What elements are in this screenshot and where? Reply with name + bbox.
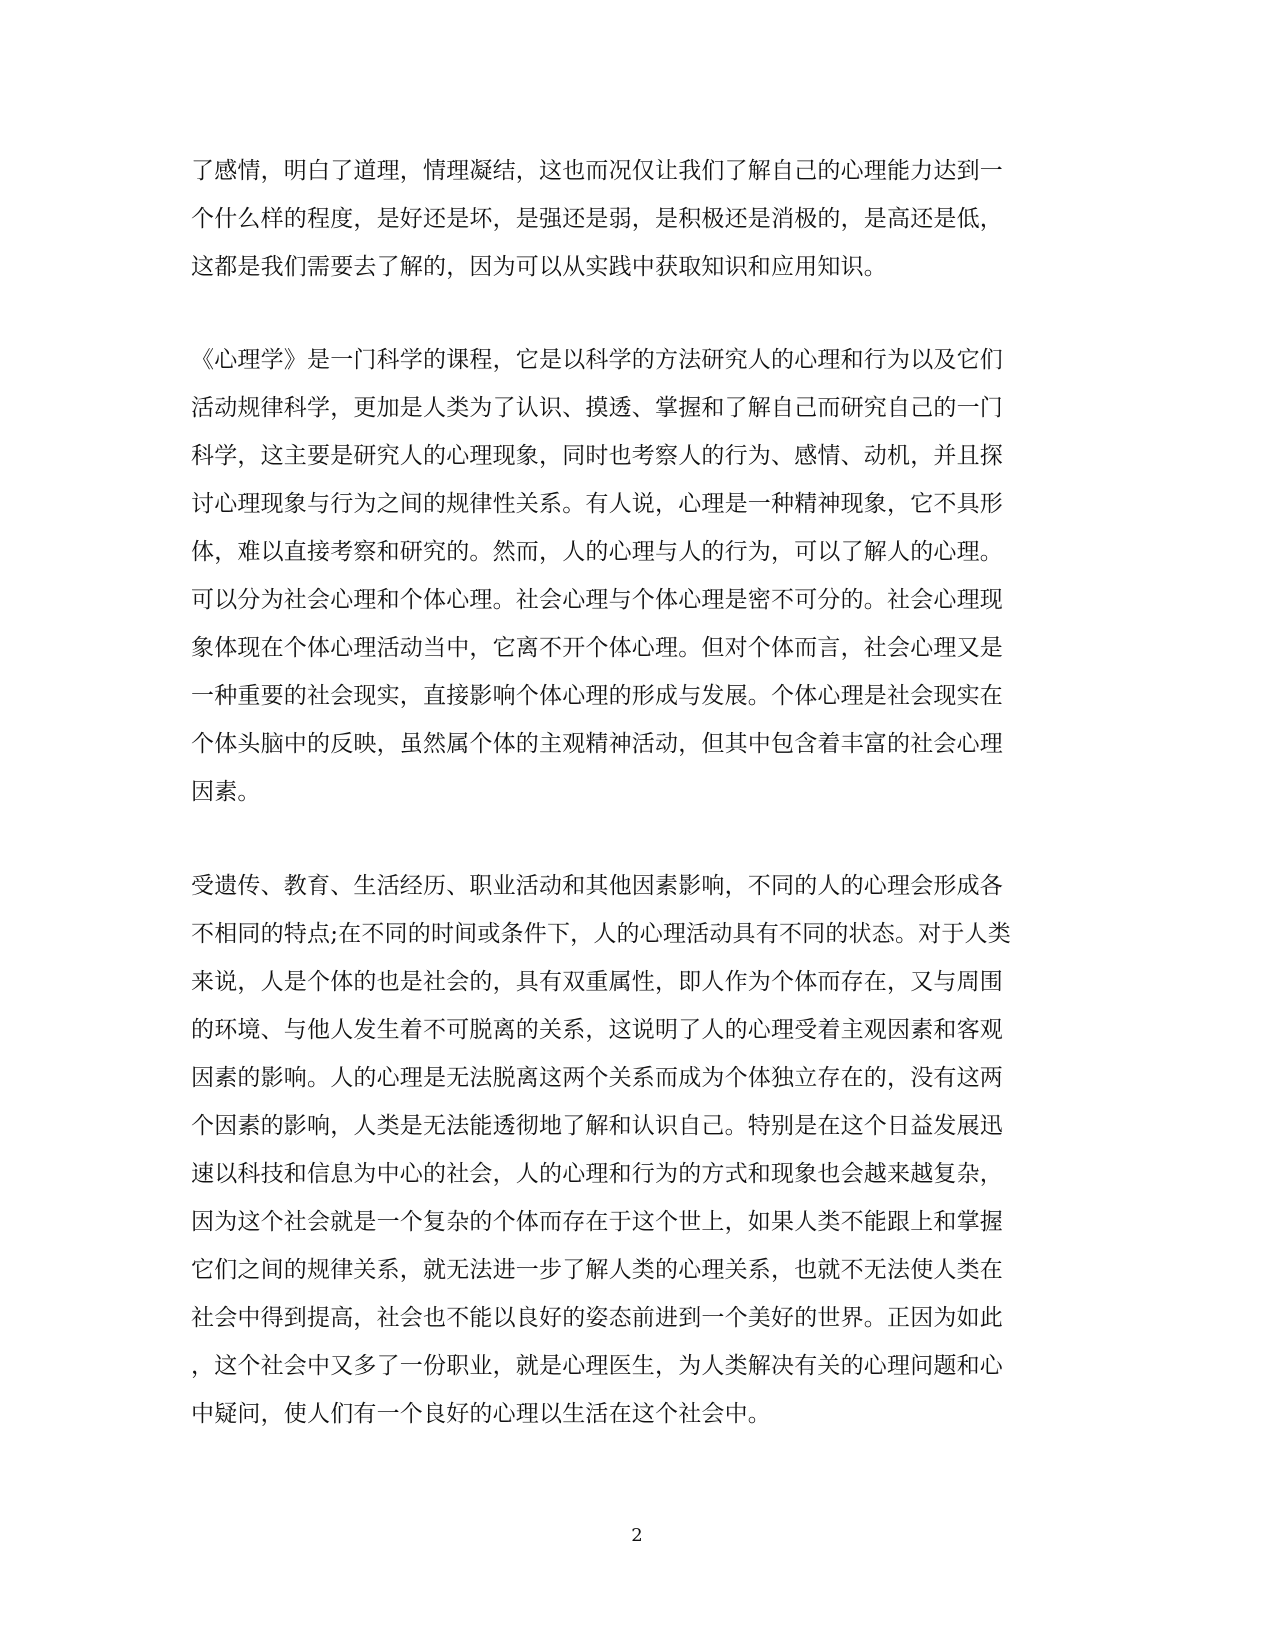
text-line: 因素。	[191, 779, 261, 805]
text-line: 它们之间的规律关系，就无法进一步了解人类的心理关系，也就不无法使人类在	[191, 1257, 1003, 1283]
text-line: 讨心理现象与行为之间的规律性关系。有人说，心理是一种精神现象，它不具形	[191, 491, 1003, 517]
text-line: 象体现在个体心理活动当中，它离不开个体心理。但对个体而言，社会心理又是	[191, 635, 1003, 661]
text-line: 不相同的特点;在不同的时间或条件下，人的心理活动具有不同的状态。对于人类	[191, 921, 1011, 947]
text-line: 速以科技和信息为中心的社会，人的心理和行为的方式和现象也会越来越复杂，	[191, 1161, 1003, 1187]
text-line: 因为这个社会就是一个复杂的个体而存在于这个世上，如果人类不能跟上和掌握	[191, 1209, 1003, 1235]
text-line: 受遗传、教育、生活经历、职业活动和其他因素影响，不同的人的心理会形成各	[191, 873, 1003, 899]
text-line: 可以分为社会心理和个体心理。社会心理与个体心理是密不可分的。社会心理现	[191, 587, 1003, 613]
text-line: 《心理学》是一门科学的课程，它是以科学的方法研究人的心理和行为以及它们	[191, 347, 1003, 373]
text-line: 科学，这主要是研究人的心理现象，同时也考察人的行为、感情、动机，并且探	[191, 443, 1003, 469]
text-line: 个体头脑中的反映，虽然属个体的主观精神活动，但其中包含着丰富的社会心理	[191, 731, 1003, 757]
text-line: 一种重要的社会现实，直接影响个体心理的形成与发展。个体心理是社会现实在	[191, 683, 1003, 709]
page-number: 2	[631, 1525, 643, 1546]
text-line: 个因素的影响，人类是无法能透彻地了解和认识自己。特别是在这个日益发展迅	[191, 1113, 1003, 1139]
text-line: 的环境、与他人发生着不可脱离的关系，这说明了人的心理受着主观因素和客观	[191, 1017, 1003, 1043]
text-line: ，这个社会中又多了一份职业，就是心理医生，为人类解决有关的心理问题和心	[191, 1353, 1003, 1379]
text-line: 社会中得到提高，社会也不能以良好的姿态前进到一个美好的世界。正因为如此	[191, 1305, 1003, 1331]
text-line: 体，难以直接考察和研究的。然而，人的心理与人的行为，可以了解人的心理。	[191, 539, 1003, 565]
text-line: 活动规律科学，更加是人类为了认识、摸透、掌握和了解自己而研究自己的一门	[191, 395, 1003, 421]
text-line: 个什么样的程度，是好还是坏，是强还是弱，是积极还是消极的，是高还是低，	[191, 206, 1003, 232]
text-line: 来说，人是个体的也是社会的，具有双重属性，即人作为个体而存在，又与周围	[191, 969, 1003, 995]
text-line: 中疑问，使人们有一个良好的心理以生活在这个社会中。	[191, 1401, 771, 1427]
text-line: 因素的影响。人的心理是无法脱离这两个关系而成为个体独立存在的，没有这两	[191, 1065, 1003, 1091]
text-line: 这都是我们需要去了解的，因为可以从实践中获取知识和应用知识。	[191, 254, 887, 280]
text-line: 了感情，明白了道理，情理凝结，这也而况仅让我们了解自己的心理能力达到一	[191, 158, 1003, 184]
